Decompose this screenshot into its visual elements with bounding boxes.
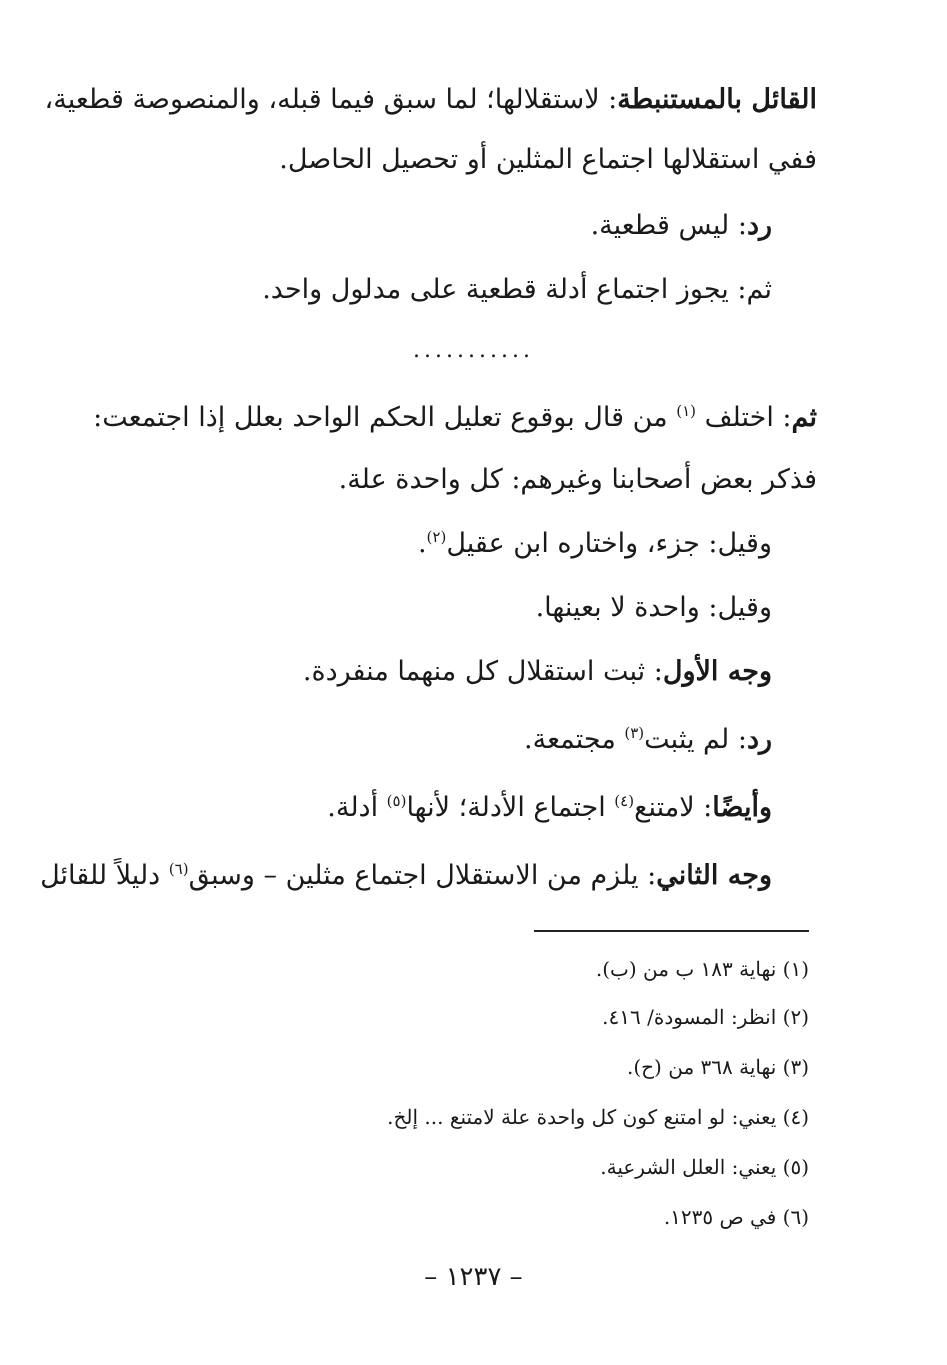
footnote-ref[interactable]: (١) [676, 402, 697, 420]
section-separator-dots: ........... [413, 338, 534, 363]
text-line-12 [40, 856, 772, 896]
text-line-5 [93, 398, 817, 438]
bold-term: القائل بالمستنبطة [617, 84, 817, 115]
text-line-4 [125, 270, 772, 310]
text-line-11 [125, 788, 772, 828]
footnote-ref[interactable]: (٥) [386, 792, 407, 810]
footnote-ref[interactable]: (٤) [614, 792, 635, 810]
footnote-4: (٤) يعني: لو امتنع كون كل واحدة علة لامتنع ... إلخ. [387, 1105, 809, 1129]
line-text: وقيل: جزء، واختاره ابن عقيل [446, 528, 772, 559]
bold-term: وجه الثاني [656, 860, 772, 891]
line-text: : ثبت استقلال كل منهما منفردة. [302, 656, 663, 687]
line-text: : لامتنع [634, 792, 713, 823]
text-line-10 [125, 720, 772, 760]
bold-term: رد [746, 724, 772, 755]
text-line-9 [125, 652, 772, 692]
bold-term: وأيضًا [712, 792, 772, 823]
footnote-divider [534, 930, 809, 932]
text-line-8 [125, 588, 772, 628]
line-text: : لم يثبت [644, 724, 747, 755]
line-text: من قال بوقوع تعليل الحكم الواحد بعلل إذا اجتمعت: [93, 402, 668, 433]
footnote-5: (٥) يعني: العلل الشرعية. [600, 1155, 809, 1179]
line-text: فذكر بعض أصحابنا وغيرهم: كل واحدة علة. [338, 464, 817, 495]
line-text: : اختلف [704, 402, 792, 433]
line-text: مجتمعة. [524, 724, 616, 755]
text-line-6 [125, 460, 817, 500]
text-line-3 [125, 206, 772, 246]
text-line-2 [125, 140, 817, 180]
line-text: وقيل: واحدة لا بعينها. [535, 592, 772, 623]
bold-term: ثم [791, 402, 817, 433]
line-text: ففي استقلالها اجتماع المثلين أو تحصيل الحاصل. [279, 144, 817, 175]
bold-term: وجه الأول [662, 656, 772, 687]
line-text: . [417, 528, 427, 559]
text-line-7 [125, 524, 772, 564]
line-text: اجتماع الأدلة؛ لأنها [406, 792, 606, 823]
footnote-ref[interactable]: (٦) [168, 860, 189, 878]
footnote-ref[interactable]: (٢) [426, 528, 447, 546]
footnote-2: (٢) انظر: المسودة/ ٤١٦. [602, 1005, 809, 1029]
line-text: : يلزم من الاستقلال اجتماع مثلين – وسبق [188, 860, 657, 891]
footnote-6: (٦) في ص ١٢٣٥. [663, 1205, 809, 1229]
text-line-1 [44, 80, 817, 120]
footnote-3: (٣) نهاية ٣٦٨ من (ح). [626, 1055, 809, 1079]
footnote-1: (١) نهاية ١٨٣ ب من (ب). [595, 957, 809, 981]
line-text: دليلاً للقائل [40, 860, 161, 891]
line-text: ثم: يجوز اجتماع أدلة قطعية على مدلول واحد. [262, 274, 772, 305]
line-text: أدلة. [327, 792, 379, 823]
line-text: : ليس قطعية. [590, 210, 747, 241]
footnote-ref[interactable]: (٣) [624, 724, 645, 742]
line-text: : لاستقلالها؛ لما سبق فيما قبله، والمنصوصة قطعية، [44, 84, 618, 115]
page-number: – ١٢٣٧ – [424, 1262, 523, 1292]
bold-term: رد [746, 210, 772, 241]
